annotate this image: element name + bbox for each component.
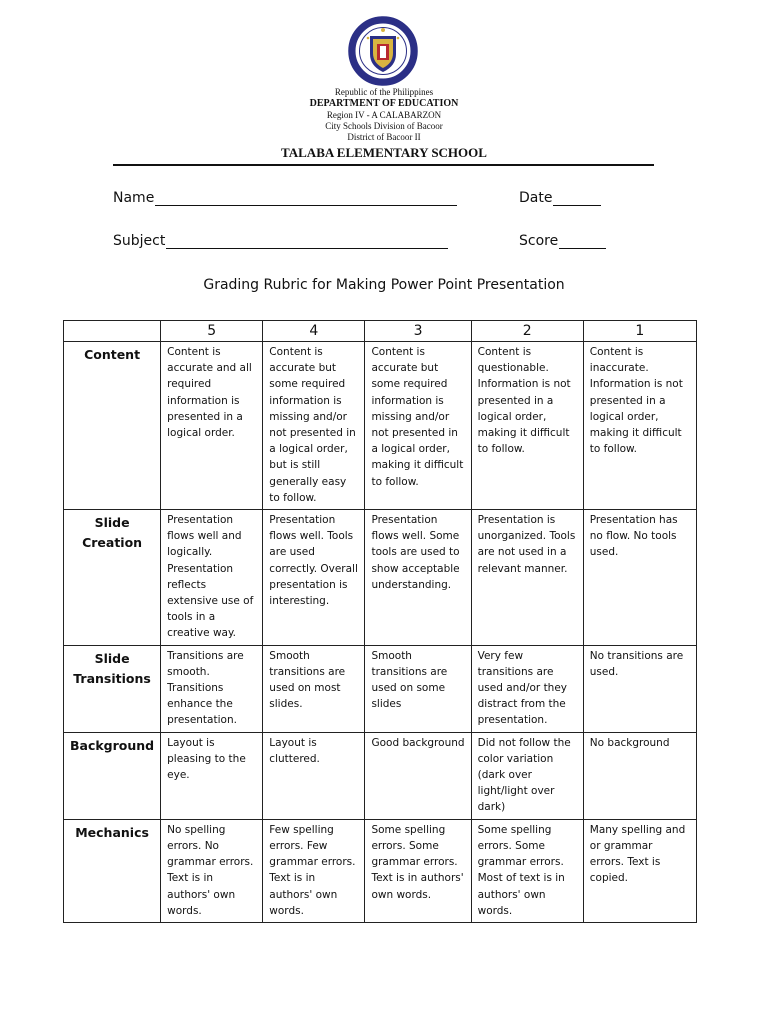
score-header-1: 1 [583,321,696,342]
rubric-cell: Some spelling errors. Some grammar errors. Text is in authors' own words. [365,819,471,922]
header-district: District of Bacoor II [347,132,421,142]
rubric-cell: Did not follow the color variation (dark over light/light over dark) [471,732,583,819]
school-name: TALABA ELEMENTARY SCHOOL [281,145,487,160]
rubric-cell: Good background [365,732,471,819]
rubric-row-content [64,342,697,510]
rubric-cell: Content is questionable. Information is not presented in a logical order, making it difficult to follow. [471,342,583,510]
rubric-cell: Content is accurate but some required information is missing and/or not presented in a logical order, making it difficult to follow. [365,342,471,510]
rubric-cell: Presentation flows well. Some tools are used to show acceptable understanding. [365,510,471,646]
rubric-corner-cell [64,321,161,342]
criterion-background: Background [64,732,161,819]
score-header-4: 4 [263,321,365,342]
rubric-cell: Very few transitions are used and/or they distract from the presentation. [471,645,583,732]
header-republic: Republic of the Philippines [334,87,434,97]
subject-field[interactable] [113,233,448,249]
rubric-header-row [64,321,697,342]
rubric-title: Grading Rubric for Making Power Point Presentation [203,277,565,293]
rubric-cell: Layout is pleasing to the eye. [161,732,263,819]
name-field[interactable] [113,190,457,206]
rubric-cell: Transitions are smooth. Transitions enhance the presentation. [161,645,263,732]
rubric-cell: Content is accurate but some required information is missing and/or not presented in a logical order, but is still generally easy to follow. [263,342,365,510]
rubric-row-mechanics [64,819,697,922]
rubric-cell: Some spelling errors. Some grammar errors. Most of text is in authors' own words. [471,819,583,922]
header-division: City Schools Division of Bacoor [325,121,443,131]
rubric-cell: Few spelling errors. Few grammar errors. Text is in authors' own words. [263,819,365,922]
rubric-cell: Many spelling and or grammar errors. Text is copied. [583,819,696,922]
date-field[interactable] [519,190,601,206]
rubric-table [63,320,697,923]
header-department: DEPARTMENT OF EDUCATION [309,98,459,109]
rubric-row-background [64,732,697,819]
rubric-cell: Content is accurate and all required information is presented in a logical order. [161,342,263,510]
rubric-cell: Content is inaccurate. Information is not presented in a logical order, making it difficult to follow. [583,342,696,510]
rubric-cell: No background [583,732,696,819]
rubric-cell: Smooth transitions are used on most slides. [263,645,365,732]
score-header-2: 2 [471,321,583,342]
subject-label: Subject [113,233,166,249]
score-header-3: 3 [365,321,471,342]
rubric-row-slide-creation [64,510,697,646]
rubric-cell: Layout is cluttered. [263,732,365,819]
rubric-cell: Presentation flows well. Tools are used correctly. Overall presentation is interesting. [263,510,365,646]
rubric-cell: Presentation flows well and logically. Presentation reflects extensive use of tools in a creative way. [161,510,263,646]
criterion-mechanics: Mechanics [64,819,161,922]
criterion-content: Content [64,342,161,510]
name-blank-line[interactable] [155,193,457,206]
header-region: Region IV - A CALABARZON [326,110,442,120]
date-label: Date [519,190,553,206]
rubric-cell: No transitions are used. [583,645,696,732]
score-blank-line[interactable] [559,236,606,249]
criterion-slide-creation: Slide Creation [64,510,161,646]
rubric-cell: No spelling errors. No grammar errors. Text is in authors' own words. [161,819,263,922]
deped-seal-icon [348,16,418,86]
rubric-cell: Presentation is unorganized. Tools are not used in a relevant manner. [471,510,583,646]
date-blank-line[interactable] [553,193,601,206]
subject-blank-line[interactable] [166,236,448,249]
score-header-5: 5 [161,321,263,342]
name-label: Name [113,190,155,206]
rubric-cell: Smooth transitions are used on some slides [365,645,471,732]
score-field[interactable] [519,233,606,249]
rubric-row-slide-transitions [64,645,697,732]
score-label: Score [519,233,559,249]
rubric-cell: Presentation has no flow. No tools used. [583,510,696,646]
criterion-slide-transitions: Slide Transitions [64,645,161,732]
header-divider [113,164,654,166]
